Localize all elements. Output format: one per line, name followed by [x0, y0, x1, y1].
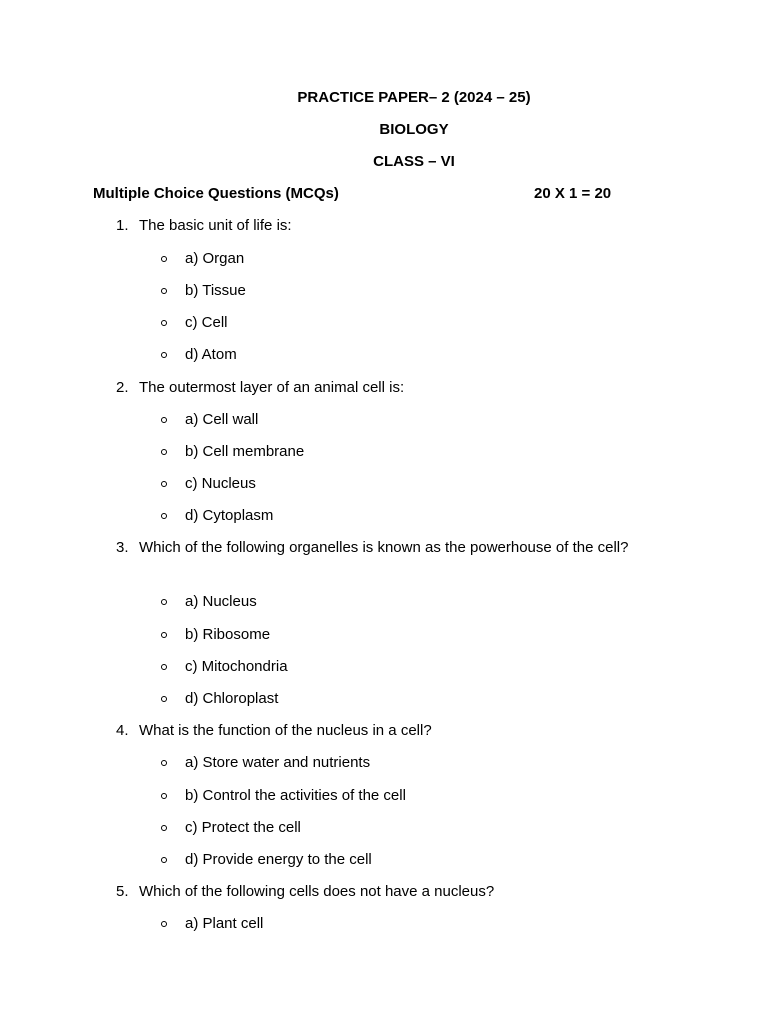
bullet-icon: [161, 352, 167, 358]
question-text: The basic unit of life is:: [139, 217, 292, 234]
bullet-icon: [161, 921, 167, 927]
section-title: Multiple Choice Questions (MCQs): [93, 185, 339, 202]
bullet-icon: [161, 793, 167, 799]
option-text: c) Nucleus: [185, 475, 256, 492]
question-text: What is the function of the nucleus in a cell?: [139, 722, 432, 739]
option-text: c) Cell: [185, 314, 228, 331]
bullet-icon: [161, 857, 167, 863]
bullet-icon: [161, 481, 167, 487]
subject-heading: BIOLOGY: [379, 121, 449, 138]
question-text: Which of the following organelles is known as the powerhouse of the cell?: [139, 539, 629, 556]
question-number: 3.: [116, 539, 129, 556]
bullet-icon: [161, 449, 167, 455]
option-text: b) Ribosome: [185, 626, 271, 643]
bullet-icon: [161, 664, 167, 670]
bullet-icon: [161, 256, 167, 262]
option-text: d) Chloroplast: [185, 690, 279, 707]
bullet-icon: [161, 320, 167, 326]
option-text: a) Store water and nutrients: [185, 754, 371, 771]
option-text: d) Atom: [185, 346, 237, 363]
bullet-icon: [161, 632, 167, 638]
bullet-icon: [161, 417, 167, 423]
option-text: c) Protect the cell: [185, 819, 301, 836]
option-text: c) Mitochondria: [185, 658, 288, 675]
option-text: b) Control the activities of the cell: [185, 787, 406, 804]
question-number: 1.: [116, 217, 129, 234]
option-text: d) Cytoplasm: [185, 507, 274, 524]
question-number: 4.: [116, 722, 129, 739]
question-text: Which of the following cells does not have a nucleus?: [139, 883, 495, 900]
question-text: The outermost layer of an animal cell is:: [139, 379, 405, 396]
option-text: d) Provide energy to the cell: [185, 851, 372, 868]
question-number: 2.: [116, 379, 129, 396]
paper-title: PRACTICE PAPER– 2 (2024 – 25): [297, 89, 531, 106]
class-heading: CLASS – VI: [373, 153, 455, 170]
option-text: a) Organ: [185, 250, 245, 267]
bullet-icon: [161, 288, 167, 294]
bullet-icon: [161, 599, 167, 605]
option-text: a) Nucleus: [185, 593, 257, 610]
option-text: b) Cell membrane: [185, 443, 305, 460]
bullet-icon: [161, 825, 167, 831]
option-text: a) Plant cell: [185, 915, 264, 932]
question-number: 5.: [116, 883, 129, 900]
bullet-icon: [161, 513, 167, 519]
option-text: b) Tissue: [185, 282, 246, 299]
section-marks: 20 X 1 = 20: [534, 185, 612, 202]
bullet-icon: [161, 696, 167, 702]
bullet-icon: [161, 760, 167, 766]
option-text: a) Cell wall: [185, 411, 259, 428]
